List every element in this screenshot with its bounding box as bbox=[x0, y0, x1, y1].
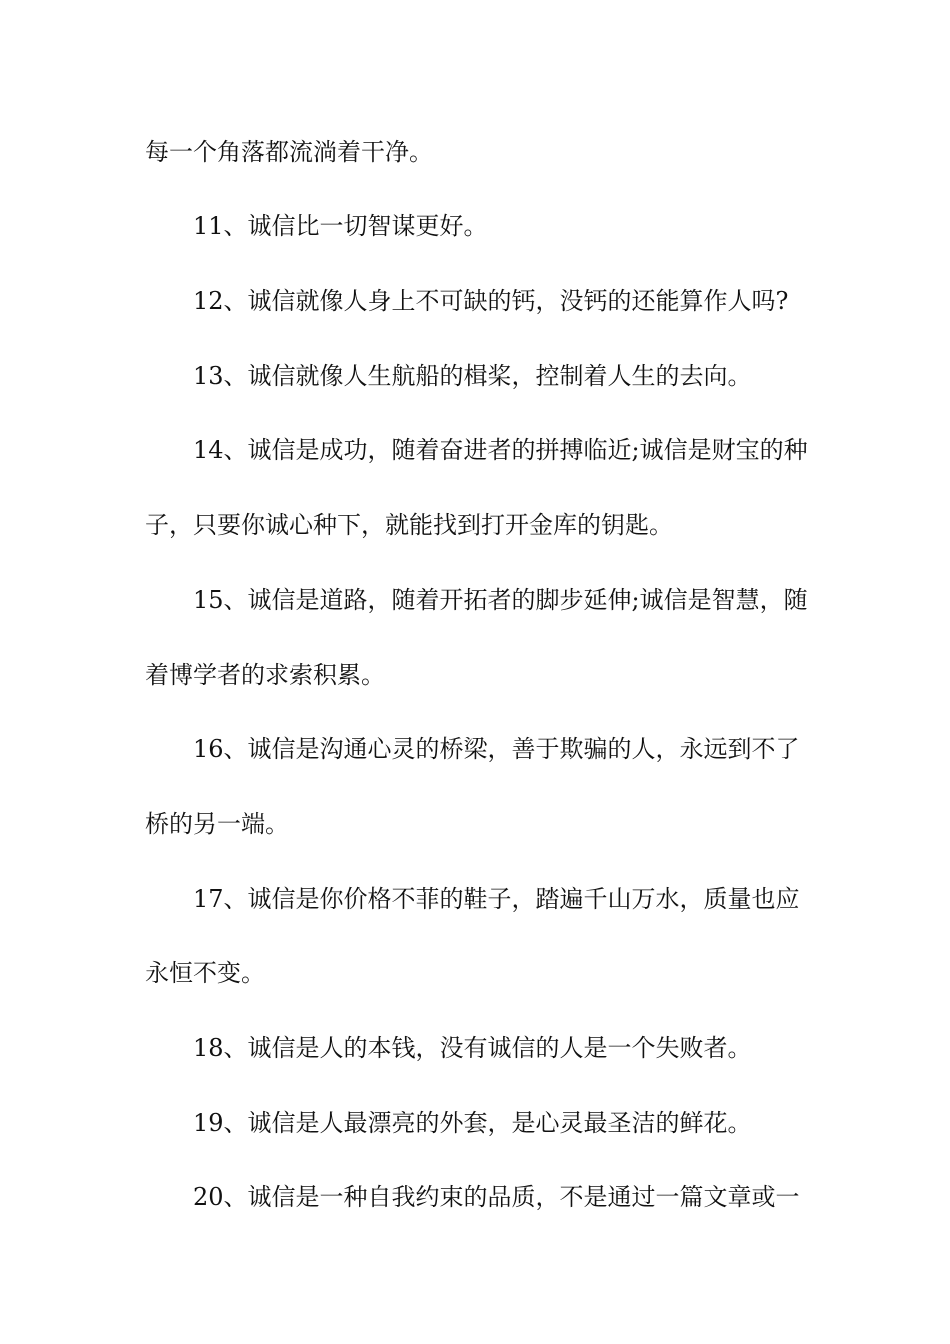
text-line: 桥的另一端。 bbox=[145, 810, 289, 838]
text-line: 14、诚信是成功，随着奋进者的拼搏临近;诚信是财宝的种 bbox=[193, 436, 808, 464]
text-line: 12、诚信就像人身上不可缺的钙，没钙的还能算作人吗? bbox=[193, 287, 789, 315]
text-line: 每一个角落都流淌着干净。 bbox=[145, 138, 433, 166]
text-line: 16、诚信是沟通心灵的桥梁，善于欺骗的人，永远到不了 bbox=[193, 735, 800, 763]
text-line: 20、诚信是一种自我约束的品质，不是通过一篇文章或一 bbox=[193, 1183, 800, 1211]
text-line: 着博学者的求索积累。 bbox=[145, 661, 385, 689]
text-line: 永恒不变。 bbox=[145, 959, 265, 987]
text-line: 15、诚信是道路，随着开拓者的脚步延伸;诚信是智慧，随 bbox=[193, 586, 808, 614]
text-line: 13、诚信就像人生航船的楫桨，控制着人生的去向。 bbox=[193, 362, 752, 390]
text-line: 18、诚信是人的本钱，没有诚信的人是一个失败者。 bbox=[193, 1034, 752, 1062]
text-line: 子，只要你诚心种下，就能找到打开金库的钥匙。 bbox=[145, 511, 673, 539]
text-line: 17、诚信是你价格不菲的鞋子，踏遍千山万水，质量也应 bbox=[193, 885, 800, 913]
text-line: 11、诚信比一切智谋更好。 bbox=[193, 212, 488, 240]
text-line: 19、诚信是人最漂亮的外套，是心灵最圣洁的鲜花。 bbox=[193, 1109, 752, 1137]
